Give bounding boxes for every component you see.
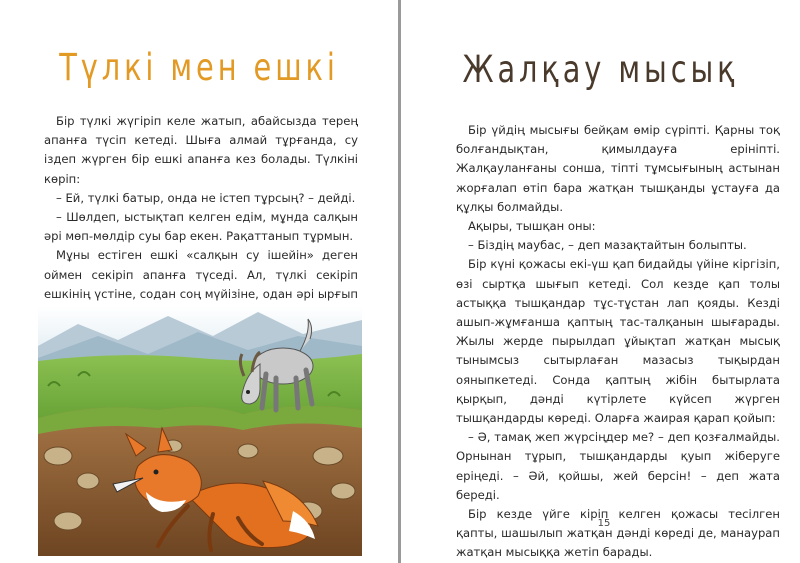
left-paragraph-3: – Шөлдеп, ыстықтап келген едім, мұнда салқын әрі мөп-мөлдір суы бар екен. Рақаттанып тұрмын.: [44, 210, 358, 244]
page-number: 15: [597, 518, 611, 529]
right-page-title: Жалқау мысық: [462, 48, 739, 91]
right-page-body: [456, 121, 780, 563]
left-page: [0, 0, 398, 563]
right-paragraph-3: – Біздің маубас, – деп мазақтайтын болыпты.: [468, 238, 747, 253]
left-paragraph-2: – Ей, түлкі батыр, онда не істеп тұрсың? – дейді.: [56, 190, 356, 205]
right-paragraph-1: Бір үйдің мысығы бейқам өмір сүріпті. Қарны тоқ болғандықтан, қимылдауға ерініпті. Жалқауланғаны сонша, тіпті тұмсығының астынан жорғалап өтіп бара жатқан тышқанды ұстауға да құлқы болмайды.: [456, 123, 780, 214]
left-page-title: Түлкі мен ешкі: [59, 46, 339, 89]
right-paragraph-5: – Ә, тамақ жеп жүрсіңдер ме? – деп қозғалмайды. Орнынан тұрып, тышқандарды қуып жіберуге еріңеді. – Әй, қойшы, жей берсін! – деп жата береді.: [456, 430, 780, 502]
right-paragraph-6: Бір кезде үйге кіріп келген қожасы тесілген қапты, шашылып жатқан дәнді көреді де, манаурап жатқан мысыққа жетіп барады.: [456, 507, 780, 560]
fox-and-goat-illustration: [38, 306, 362, 556]
right-paragraph-4: Бір күні қожасы екі-үш қап бидайды үйіне кіргізіп, өзі сыртқа шығып кетеді. Сол кезде қап толы астыққа тышқандар тұс-тұстан лап қояды. Кезді ашып-жұмғанша қаптың тас-талқанын шығарады. Жылы жерде пырылдап ұйықтап жатқан мысық тынымсыз сытырлаған мазасыз тықырдан ояныпкетеді. Сонда қаптың жібін бытырлата қырқып, дәнді күтірлете күйсеп жүрген тышқандарды көреді. Оларға жаирая қарап қойып:: [456, 257, 780, 426]
right-paragraph-2: Ақыры, тышқан оны:: [468, 219, 596, 234]
left-paragraph-1: Бір түлкі жүгіріп келе жатып, абайсызда терең апанға түсіп кетеді. Шыға алмай тұрғанда, су іздеп жүрген бір ешкі апанға кез болады. Түлкіні көріп:: [44, 114, 358, 186]
left-paragraph-4: Мұны естіген ешкі «салқын су ішейін» деген оймен секіріп апанға түседі. Ал, түлкі секіріп ешкінің үстіне, содан соң мүйізіне, одан әрі ырғып: [44, 248, 358, 301]
